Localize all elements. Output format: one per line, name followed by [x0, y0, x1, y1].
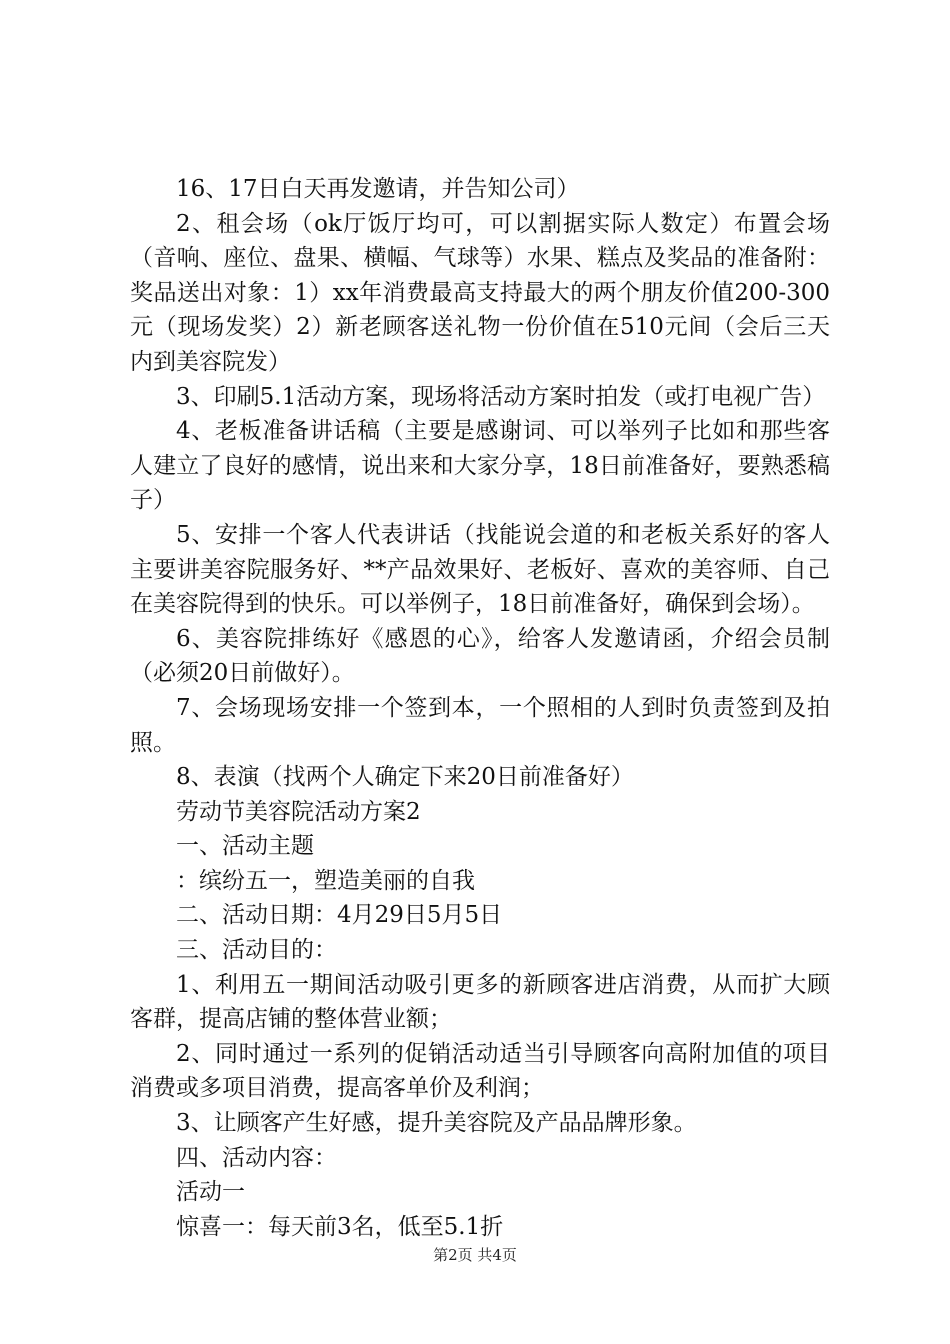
paragraph: 2、同时通过一系列的促销活动适当引导顾客向高附加值的项目消费或多项目消费，提高客单价及利润； [130, 1040, 830, 1102]
document-body [130, 172, 830, 1244]
paragraph: 5、安排一个客人代表讲话（找能说会道的和老板关系好的客人主要讲美容院服务好、**产品效果好、老板好、喜欢的美容师、自己在美容院得到的快乐。可以举例子，18日前准备好，确保到会场）。 [130, 521, 830, 618]
heading-purpose: 三、活动目的： [176, 937, 337, 964]
paragraph: 3、让顾客产生好感，提升美容院及产品品牌形象。 [176, 1110, 697, 1137]
paragraph: 6、美容院排练好《感恩的心》，给客人发邀请函，介绍会员制（必须20日前做好）。 [130, 625, 830, 687]
paragraph: 惊喜一：每天前3名，低至5.1折 [176, 1213, 504, 1240]
heading-content: 四、活动内容： [176, 1144, 337, 1171]
paragraph: 8、表演（找两个人确定下来20日前准备好） [176, 764, 634, 791]
paragraph: 活动一 [176, 1179, 245, 1206]
paragraph: 4、老板准备讲话稿（主要是感谢词、可以举列子比如和那些客人建立了良好的感情，说出来和大家分享，18日前准备好，要熟悉稿子） [130, 418, 830, 514]
paragraph: 7、会场现场安排一个签到本，一个照相的人到时负责签到及拍照。 [130, 694, 830, 756]
heading-theme: 一、活动主题 [176, 833, 314, 860]
paragraph: 16、17日白天再发邀请，并告知公司） [176, 176, 580, 202]
heading-date: 二、活动日期：4月29日5月5日 [176, 902, 503, 929]
paragraph: 2、租会场（ok厅饭厅均可，可以割据实际人数定）布置会场（音响、座位、盘果、横幅、气球等）水果、糕点及奖品的准备附：奖品送出对象：1）xx年消费最高支持最大的两个朋友价值200-300元（现场发奖）2）新老顾客送礼物一份价值在510元间（会后三天内到美容院发） [130, 210, 830, 375]
paragraph: 3、印刷5.1活动方案，现场将活动方案时拍发（或打电视广告） [176, 383, 826, 410]
section-title: 劳动节美容院活动方案2 [176, 798, 421, 825]
paragraph: ：缤纷五一，塑造美丽的自我 [176, 867, 475, 894]
paragraph: 1、利用五一期间活动吸引更多的新顾客进店消费，从而扩大顾客群，提高店铺的整体营业额； [130, 971, 830, 1033]
page-footer: 第2页 共4页 [433, 1246, 517, 1264]
